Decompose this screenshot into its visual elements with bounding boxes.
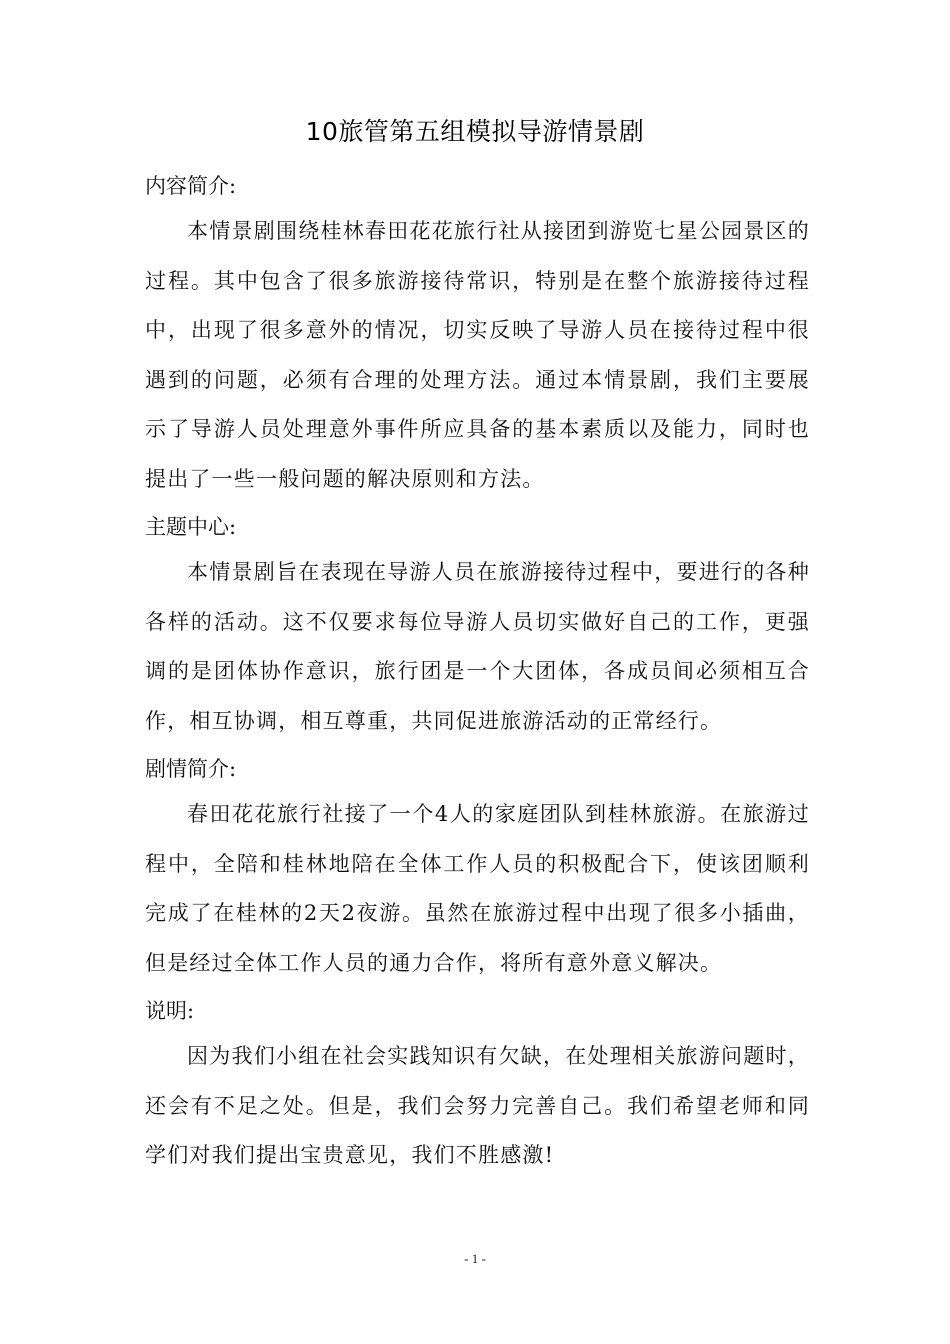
section-plot-summary — [145, 748, 810, 988]
section-heading: 主题中心: — [145, 515, 237, 539]
section-theme — [145, 506, 810, 746]
section-paragraph: 本情景剧围绕桂林春田花花旅行社从接团到游览七星公园景区的过程。其中包含了很多旅游接待常识，特别是在整个旅游接待过程中，出现了很多意外的情况，切实反映了导游人员在接待过程中很遇到的问题，必须有合理的处理方法。通过本情景剧，我们主要展示了导游人员处理意外事件所应具备的基本素质以及能力，同时也提出了一些一般问题的解决原则和方法。 — [145, 219, 810, 491]
document-title: 10旅管第五组模拟导游情景剧 — [305, 117, 645, 146]
section-paragraph: 本情景剧旨在表现在导游人员在旅游接待过程中，要进行的各种各样的活动。这不仅要求每位导游人员切实做好自己的工作，更强调的是团体协作意识，旅行团是一个大团体，各成员间必须相互合作，相互协调，相互尊重，共同促进旅游活动的正常经行。 — [145, 560, 810, 733]
page-number: - 1 - — [464, 1251, 486, 1266]
section-heading: 剧情简介: — [145, 757, 237, 781]
section-content-summary — [145, 165, 810, 504]
section-paragraph: 因为我们小组在社会实践知识有欠缺，在处理相关旅游问题时，还会有不足之处。但是，我们会努力完善自己。我们希望老师和同学们对我们提出宝贵意见，我们不胜感激! — [145, 1044, 810, 1167]
section-heading: 内容简介: — [145, 174, 237, 198]
section-notes — [145, 990, 810, 1181]
section-heading: 说明: — [145, 999, 195, 1023]
section-paragraph: 春田花花旅行社接了一个4人的家庭团队到桂林旅游。在旅游过程中，全陪和桂林地陪在全体工作人员的积极配合下，使该团顺利完成了在桂林的2天2夜游。虽然在旅游过程中出现了很多小插曲，但是经过全体工作人员的通力合作，将所有意外意义解决。 — [145, 802, 810, 975]
document-body — [145, 165, 810, 1181]
